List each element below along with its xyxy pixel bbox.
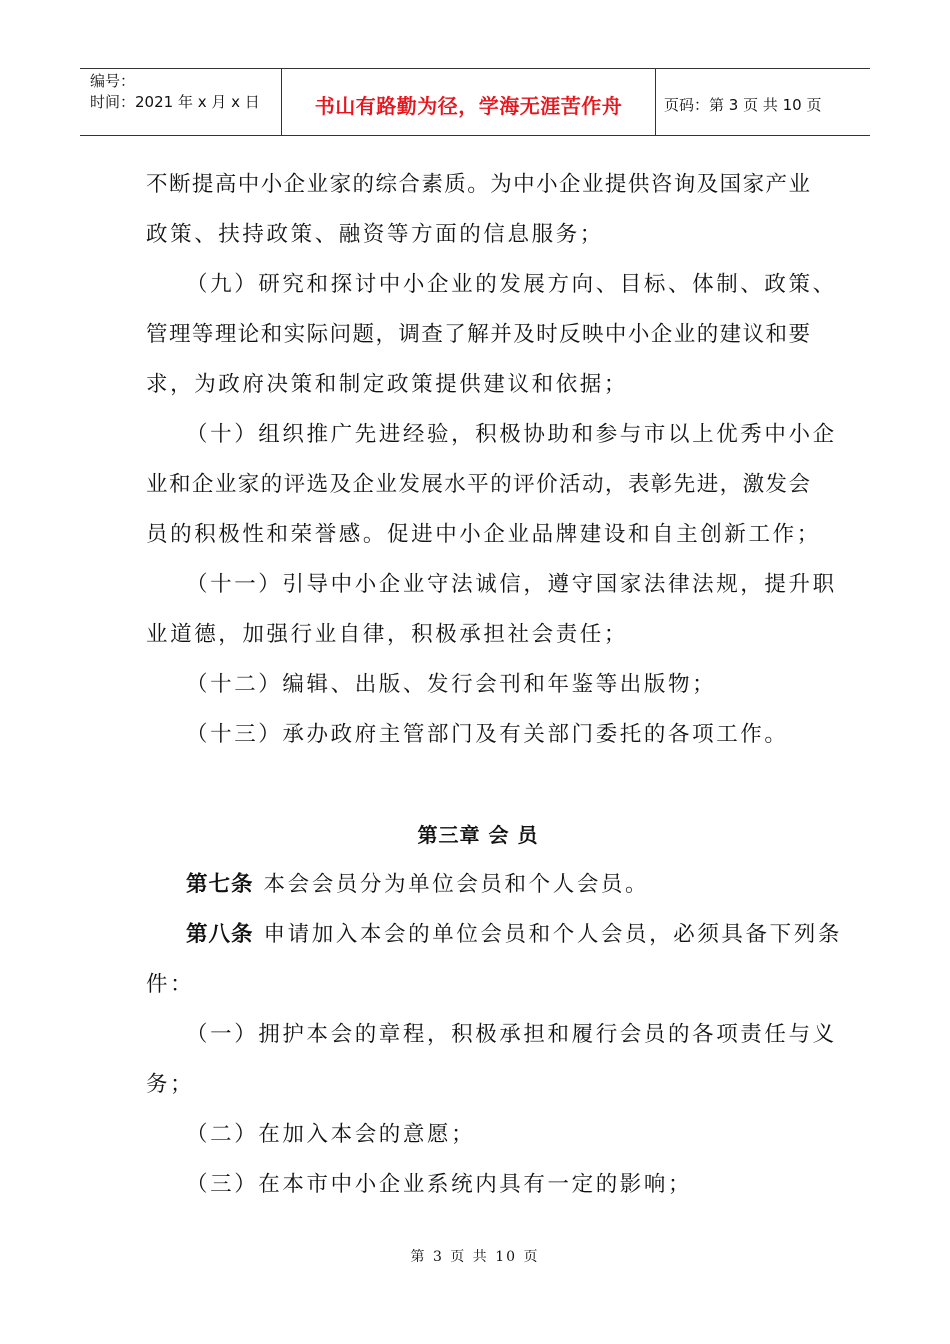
paragraph-line: （十二）编辑、出版、发行会刊和年鉴等出版物； — [186, 672, 717, 697]
article-7-text: 本会会员分为单位会员和个人会员。 — [263, 872, 650, 897]
article-7-label: 第七条 — [186, 872, 254, 897]
page-footer: 第 3 页 共 10 页 — [410, 1249, 540, 1265]
chapter-title: 第三章 会 员 — [417, 823, 539, 847]
paragraph-line: 员的积极性和荣誉感。促进中小企业品牌建设和自主创新工作； — [146, 522, 821, 547]
article-8-text: 申请加入本会的单位会员和个人会员，必须具备下列条 — [263, 922, 842, 947]
paragraph-line: 不断提高中小企业家的综合素质。为中小企业提供咨询及国家产业 — [146, 172, 810, 197]
paragraph-line: （十一）引导中小企业守法诚信，遵守国家法律法规，提升职 — [186, 572, 837, 597]
paragraph-line: 业和企业家的评选及企业发展水平的评价活动，表彰先进，激发会 — [146, 472, 810, 497]
document-number-label: 编号： — [90, 72, 136, 90]
paragraph-line: 务； — [146, 1072, 195, 1097]
header-meta — [80, 69, 282, 135]
header-page-info: 页码：第 3 页 共 10 页 — [664, 95, 822, 114]
paragraph-line: 求，为政府决策和制定政策提供建议和依据； — [146, 372, 629, 397]
condition-2: （二）在加入本会的意愿； — [186, 1122, 476, 1147]
condition-3: （三）在本市中小企业系统内具有一定的影响； — [186, 1172, 693, 1197]
header-motto: 书山有路勤为径，学海无涯苦作舟 — [282, 69, 656, 135]
paragraph-line: （十）组织推广先进经验，积极协助和参与市以上优秀中小企 — [186, 422, 837, 447]
document-body — [146, 160, 842, 1210]
condition-1: （一）拥护本会的章程，积极承担和履行会员的各项责任与义 — [186, 1022, 837, 1047]
paragraph-line: （九）研究和探讨中小企业的发展方向、目标、体制、政策、 — [186, 272, 837, 297]
paragraph-line: 业道德，加强行业自律，积极承担社会责任； — [146, 622, 629, 647]
page-header — [80, 68, 870, 136]
paragraph-line: （十三）承办政府主管部门及有关部门委托的各项工作。 — [186, 722, 789, 747]
document-date-label: 时间：2021 年 x 月 x 日 — [90, 93, 260, 111]
article-8-label: 第八条 — [186, 922, 254, 947]
paragraph-line: 件： — [146, 972, 195, 997]
article-8 — [146, 910, 842, 960]
paragraph-line: 管理等理论和实际问题，调查了解并及时反映中小企业的建议和要 — [146, 322, 810, 347]
paragraph-line: 政策、扶持政策、融资等方面的信息服务； — [146, 222, 604, 247]
article-7 — [146, 860, 810, 910]
